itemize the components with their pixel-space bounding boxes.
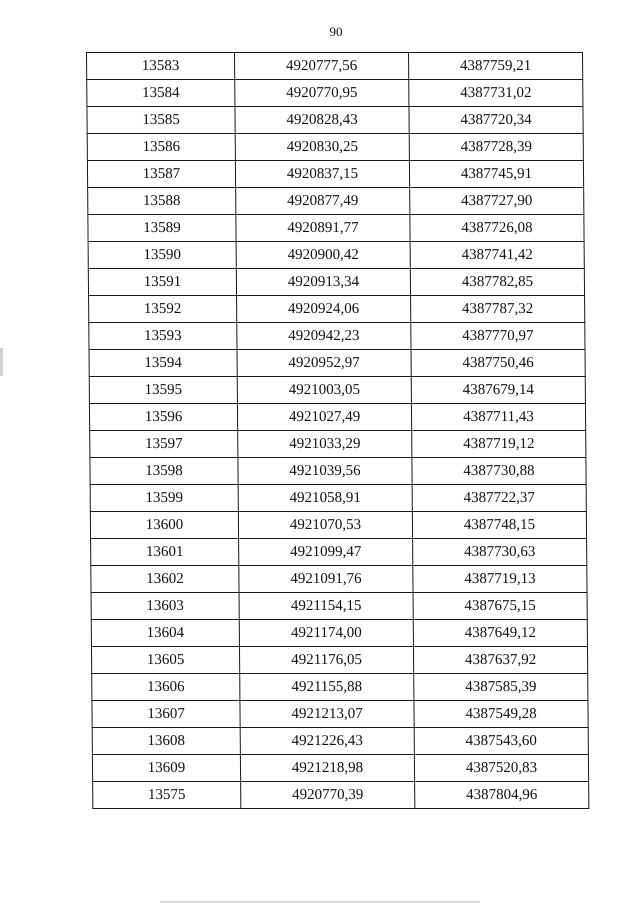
y-coordinate-cell: 4387719,13	[413, 566, 587, 593]
point-number-cell: 13601	[91, 539, 239, 566]
y-coordinate-cell: 4387649,12	[413, 620, 587, 647]
x-coordinate-cell: 4921155,88	[240, 674, 414, 701]
point-number-cell: 13607	[92, 701, 240, 728]
point-number-cell: 13595	[89, 377, 237, 404]
y-coordinate-cell: 4387711,43	[411, 404, 585, 431]
point-number-cell: 13575	[93, 782, 241, 809]
x-coordinate-cell: 4920777,56	[235, 53, 409, 80]
y-coordinate-cell: 4387679,14	[411, 377, 585, 404]
table-row	[92, 701, 588, 728]
x-coordinate-cell: 4921154,15	[239, 593, 413, 620]
point-number-cell: 13609	[92, 755, 240, 782]
table-row	[88, 188, 584, 215]
y-coordinate-cell: 4387759,21	[409, 53, 583, 80]
y-coordinate-cell: 4387741,42	[410, 242, 584, 269]
scan-bottom-mark	[160, 901, 480, 903]
point-number-cell: 13602	[91, 566, 239, 593]
y-coordinate-cell: 4387722,37	[412, 485, 586, 512]
point-number-cell: 13587	[87, 161, 235, 188]
table-row	[90, 458, 586, 485]
x-coordinate-cell: 4921033,29	[238, 431, 412, 458]
table-row	[87, 80, 583, 107]
point-number-cell: 13603	[91, 593, 239, 620]
point-number-cell: 13596	[89, 404, 237, 431]
y-coordinate-cell: 4387549,28	[414, 701, 588, 728]
y-coordinate-cell: 4387787,32	[411, 296, 585, 323]
coordinates-table-wrapper	[86, 52, 589, 809]
x-coordinate-cell: 4920877,49	[236, 188, 410, 215]
y-coordinate-cell: 4387543,60	[414, 728, 588, 755]
y-coordinate-cell: 4387727,90	[410, 188, 584, 215]
table-row	[89, 296, 585, 323]
y-coordinate-cell: 4387745,91	[409, 161, 583, 188]
y-coordinate-cell: 4387520,83	[414, 755, 588, 782]
table-row	[91, 647, 587, 674]
table-row	[90, 485, 586, 512]
y-coordinate-cell: 4387770,97	[411, 323, 585, 350]
point-number-cell: 13593	[89, 323, 237, 350]
point-number-cell: 13585	[87, 107, 235, 134]
y-coordinate-cell: 4387585,39	[414, 674, 588, 701]
x-coordinate-cell: 4920770,39	[241, 782, 415, 809]
x-coordinate-cell: 4921218,98	[240, 755, 414, 782]
point-number-cell: 13583	[87, 53, 235, 80]
scan-edge-mark	[0, 348, 3, 376]
point-number-cell: 13589	[88, 215, 236, 242]
table-row	[92, 728, 588, 755]
point-number-cell: 13592	[89, 296, 237, 323]
x-coordinate-cell: 4921213,07	[240, 701, 414, 728]
point-number-cell: 13584	[87, 80, 235, 107]
x-coordinate-cell: 4921003,05	[237, 377, 411, 404]
x-coordinate-cell: 4921174,00	[239, 620, 413, 647]
x-coordinate-cell: 4921226,43	[240, 728, 414, 755]
y-coordinate-cell: 4387748,15	[412, 512, 586, 539]
table-row	[91, 593, 587, 620]
y-coordinate-cell: 4387730,88	[412, 458, 586, 485]
point-number-cell: 13599	[90, 485, 238, 512]
coordinates-table-body	[87, 53, 589, 809]
x-coordinate-cell: 4921091,76	[239, 566, 413, 593]
table-row	[89, 323, 585, 350]
table-row	[90, 431, 586, 458]
table-row	[87, 134, 583, 161]
y-coordinate-cell: 4387804,96	[415, 782, 589, 809]
y-coordinate-cell: 4387731,02	[409, 80, 583, 107]
point-number-cell: 13600	[90, 512, 238, 539]
page-number: 90	[329, 24, 343, 39]
x-coordinate-cell: 4920913,34	[236, 269, 410, 296]
table-row	[88, 215, 584, 242]
table-row	[87, 53, 583, 80]
x-coordinate-cell: 4920900,42	[236, 242, 410, 269]
point-number-cell: 13588	[88, 188, 236, 215]
x-coordinate-cell: 4920952,97	[237, 350, 411, 377]
y-coordinate-cell: 4387719,12	[412, 431, 586, 458]
point-number-cell: 13594	[89, 350, 237, 377]
table-row	[91, 620, 587, 647]
x-coordinate-cell: 4921058,91	[238, 485, 412, 512]
table-row	[90, 512, 586, 539]
y-coordinate-cell: 4387728,39	[409, 134, 583, 161]
point-number-cell: 13606	[92, 674, 240, 701]
point-number-cell: 13590	[88, 242, 236, 269]
point-number-cell: 13605	[91, 647, 239, 674]
x-coordinate-cell: 4921070,53	[238, 512, 412, 539]
x-coordinate-cell: 4920942,23	[237, 323, 411, 350]
x-coordinate-cell: 4920924,06	[237, 296, 411, 323]
y-coordinate-cell: 4387782,85	[410, 269, 584, 296]
point-number-cell: 13591	[88, 269, 236, 296]
table-row	[91, 539, 587, 566]
y-coordinate-cell: 4387730,63	[413, 539, 587, 566]
point-number-cell: 13597	[90, 431, 238, 458]
x-coordinate-cell: 4920828,43	[235, 107, 409, 134]
table-row	[92, 674, 588, 701]
y-coordinate-cell: 4387720,34	[409, 107, 583, 134]
table-row	[91, 566, 587, 593]
table-row	[92, 755, 588, 782]
x-coordinate-cell: 4920891,77	[236, 215, 410, 242]
table-row	[89, 350, 585, 377]
table-row	[88, 269, 584, 296]
y-coordinate-cell: 4387637,92	[413, 647, 587, 674]
point-number-cell: 13608	[92, 728, 240, 755]
x-coordinate-cell: 4921027,49	[237, 404, 411, 431]
table-row	[93, 782, 589, 809]
table-row	[87, 161, 583, 188]
x-coordinate-cell: 4921099,47	[239, 539, 413, 566]
x-coordinate-cell: 4921176,05	[239, 647, 413, 674]
x-coordinate-cell: 4920837,15	[235, 161, 409, 188]
coordinates-table	[86, 52, 589, 809]
point-number-cell: 13598	[90, 458, 238, 485]
x-coordinate-cell: 4920770,95	[235, 80, 409, 107]
x-coordinate-cell: 4921039,56	[238, 458, 412, 485]
point-number-cell: 13586	[87, 134, 235, 161]
y-coordinate-cell: 4387675,15	[413, 593, 587, 620]
y-coordinate-cell: 4387726,08	[410, 215, 584, 242]
table-row	[87, 107, 583, 134]
table-row	[89, 377, 585, 404]
table-row	[88, 242, 584, 269]
point-number-cell: 13604	[91, 620, 239, 647]
x-coordinate-cell: 4920830,25	[235, 134, 409, 161]
table-row	[89, 404, 585, 431]
y-coordinate-cell: 4387750,46	[411, 350, 585, 377]
